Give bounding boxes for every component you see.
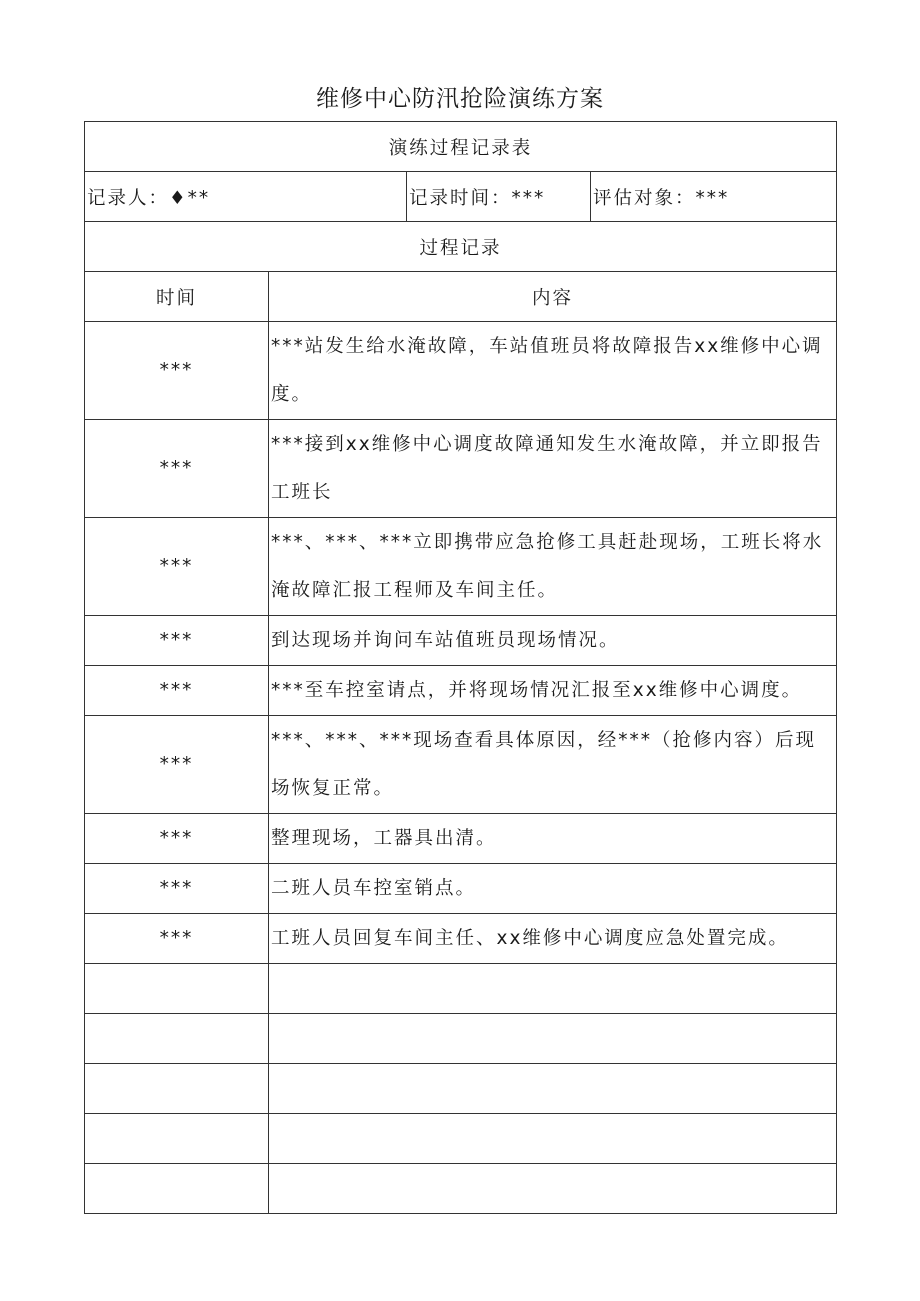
row-time: *** (85, 716, 269, 814)
row-content (269, 1064, 837, 1114)
section-title-row (85, 222, 837, 272)
table-row-empty (85, 1114, 837, 1164)
row-time (85, 964, 269, 1014)
recorder-field: 记录人：♦** (85, 172, 407, 222)
row-time: *** (85, 814, 269, 864)
row-content (269, 1014, 837, 1064)
table-row (85, 914, 837, 964)
table-row (85, 666, 837, 716)
eval-target-field: 评估对象：*** (591, 172, 837, 222)
table-row (85, 716, 837, 814)
row-time (85, 1114, 269, 1164)
row-time: *** (85, 420, 269, 518)
section-title: 过程记录 (85, 222, 837, 272)
row-time: *** (85, 616, 269, 666)
record-table (84, 121, 837, 1214)
row-content (269, 1164, 837, 1214)
row-time (85, 1014, 269, 1064)
row-time: *** (85, 666, 269, 716)
row-content: ***、***、***现场查看具体原因，经***（抢修内容）后现场恢复正常。 (269, 716, 837, 814)
row-time: *** (85, 518, 269, 616)
table-row (85, 864, 837, 914)
row-content: ***、***、***立即携带应急抢修工具赶赴现场，工班长将水淹故障汇报工程师及车间主任。 (269, 518, 837, 616)
table-row (85, 322, 837, 420)
row-content: ***站发生给水淹故障，车站值班员将故障报告xx维修中心调度。 (269, 322, 837, 420)
table-row (85, 616, 837, 666)
column-header-content: 内容 (269, 272, 837, 322)
meta-row (85, 172, 837, 222)
table-title-row (85, 122, 837, 172)
row-content: 工班人员回复车间主任、xx维修中心调度应急处置完成。 (269, 914, 837, 964)
row-time: *** (85, 864, 269, 914)
column-header-time: 时间 (85, 272, 269, 322)
row-content: 整理现场，工器具出清。 (269, 814, 837, 864)
record-time-field: 记录时间：*** (407, 172, 591, 222)
row-content: 到达现场并询问车站值班员现场情况。 (269, 616, 837, 666)
table-row-empty (85, 1014, 837, 1064)
document-title: 维修中心防汛抢险演练方案 (316, 86, 604, 112)
table-row-empty (85, 1164, 837, 1214)
row-content: ***接到xx维修中心调度故障通知发生水淹故障，并立即报告工班长 (269, 420, 837, 518)
row-content (269, 964, 837, 1014)
table-row (85, 518, 837, 616)
table-row-empty (85, 1064, 837, 1114)
row-content (269, 1114, 837, 1164)
table-row (85, 814, 837, 864)
row-time: *** (85, 322, 269, 420)
row-time (85, 1064, 269, 1114)
row-time (85, 1164, 269, 1214)
table-title: 演练过程记录表 (85, 122, 837, 172)
row-time: *** (85, 914, 269, 964)
column-header-row (85, 272, 837, 322)
table-row-empty (85, 964, 837, 1014)
table-row (85, 420, 837, 518)
row-content: ***至车控室请点，并将现场情况汇报至xx维修中心调度。 (269, 666, 837, 716)
row-content: 二班人员车控室销点。 (269, 864, 837, 914)
